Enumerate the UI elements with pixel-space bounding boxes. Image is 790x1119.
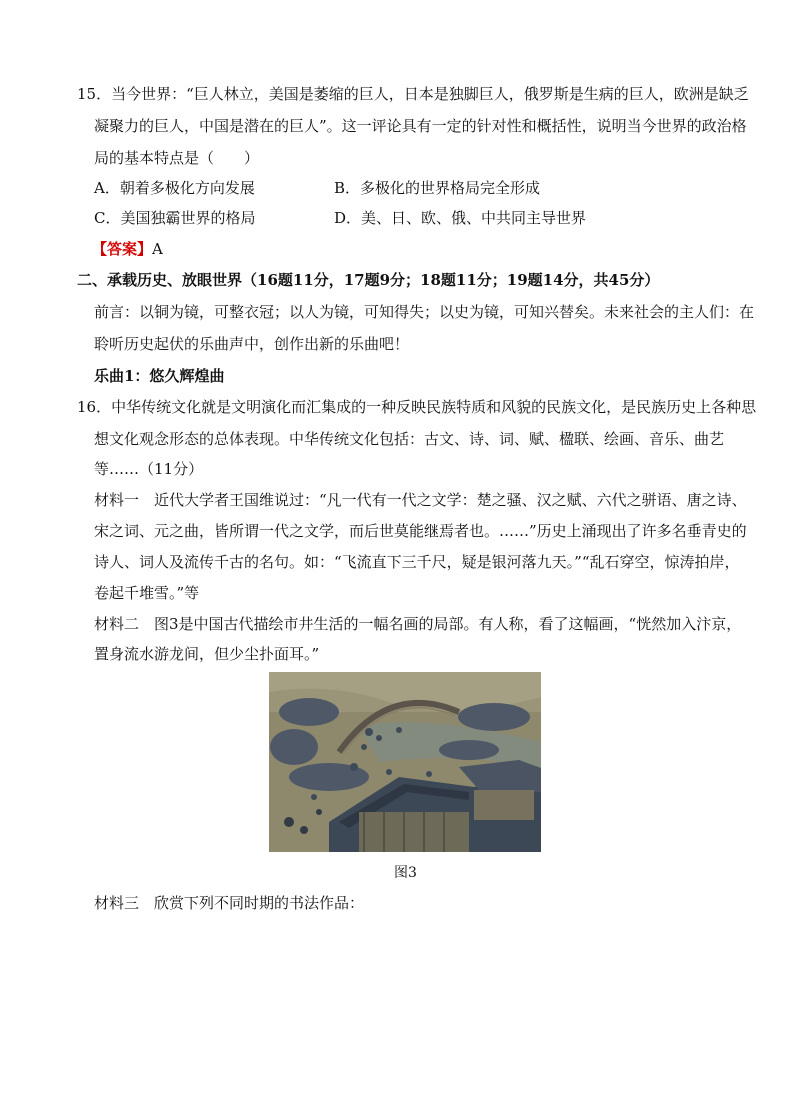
answer-value: A bbox=[152, 240, 163, 258]
q15-stem-line-3: 局的基本特点是（ ） bbox=[94, 149, 260, 167]
q15-answer bbox=[92, 239, 163, 259]
q15-option-b: B．多极化的世界格局完全形成 bbox=[334, 179, 541, 197]
section-2-title: 二、承载历史、放眼世界（16题11分，17题9分；18题11分；19题14分，共45分） bbox=[77, 271, 660, 289]
material-2-line-2: 置身流水游龙间，但少尘扑面耳。” bbox=[94, 645, 320, 663]
q15-stem-line-1: 15．当今世界：“巨人林立，美国是萎缩的巨人，日本是独脚巨人，俄罗斯是生病的巨人，欧洲是缺乏 bbox=[77, 85, 749, 103]
material-1-line-2: 宋之词、元之曲，皆所谓一代之文学，而后世莫能继焉者也。……”历史上涌现出了许多名垂青史的 bbox=[94, 522, 747, 540]
q16-stem-line-2: 想文化观念形态的总体表现。中华传统文化包括：古文、诗、词、赋、楹联、绘画、音乐、曲艺 bbox=[94, 430, 725, 448]
material-1-line-3: 诗人、词人及流传千古的名句。如：“飞流直下三千尺，疑是银河落九天。”“乱石穿空，惊涛拍岸， bbox=[94, 553, 740, 571]
q15-option-d: D．美、日、欧、俄、中共同主导世界 bbox=[334, 209, 587, 227]
song-1-heading: 乐曲1：悠久辉煌曲 bbox=[94, 367, 225, 385]
q15-stem-line-2: 凝聚力的巨人，中国是潜在的巨人”。这一评论具有一定的针对性和概括性，说明当今世界的政治格 bbox=[94, 117, 747, 135]
material-2-line-1: 材料二 图3是中国古代描绘市井生活的一幅名画的局部。有人称，看了这幅画，“恍然加入汴京， bbox=[94, 615, 742, 633]
material-3-line-1: 材料三 欣赏下列不同时期的书法作品： bbox=[94, 894, 365, 912]
material-1-line-4: 卷起千堆雪。”等 bbox=[94, 584, 200, 602]
figure-3-caption: 图3 bbox=[394, 865, 417, 881]
material-1-line-1: 材料一 近代大学者王国维说过：“凡一代有一代之文学：楚之骚、汉之赋、六代之骈语、唐之诗、 bbox=[94, 491, 747, 509]
q15-option-a: A．朝着多极化方向发展 bbox=[94, 179, 255, 197]
qingming-painting-figure bbox=[269, 672, 541, 852]
preface-line-2: 聆听历史起伏的乐曲声中，创作出新的乐曲吧！ bbox=[94, 335, 410, 353]
preface-line-1: 前言：以铜为镜，可整衣冠；以人为镜，可知得失；以史为镜，可知兴替矣。未来社会的主人们：在 bbox=[94, 303, 755, 321]
answer-label: 【答案】 bbox=[92, 240, 153, 258]
q16-stem-line-3: 等……（11分） bbox=[94, 460, 204, 478]
q15-option-c: C．美国独霸世界的格局 bbox=[94, 209, 256, 227]
painting-illustration bbox=[269, 672, 541, 852]
q16-stem-line-1: 16．中华传统文化就是文明演化而汇集成的一种反映民族特质和风貌的民族文化，是民族历史上各种思 bbox=[77, 398, 757, 416]
